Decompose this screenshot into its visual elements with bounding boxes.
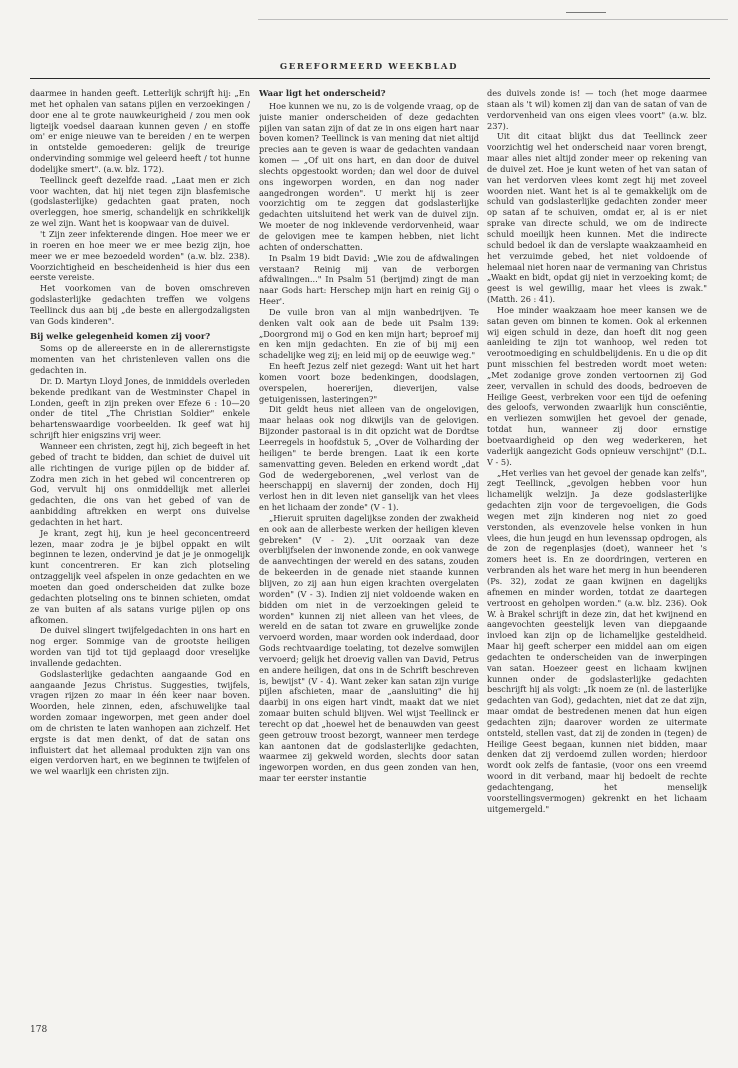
top-edge-line bbox=[258, 19, 728, 20]
paragraph: Het voorkomen van de boven omschreven godslasterlijke gedachten treffen we volgens Teellinck dus aan bij „de beste en allergodzaligsten van Gods kinderen". bbox=[30, 283, 250, 326]
column-2 bbox=[259, 88, 479, 1046]
paragraph: De vuile bron van al mijn wanbedrijven. Te denken valt ook aan de bede uit Psalm 139: „Doorgrond mij o God en ken mijn hart; beproef mij en ken mijn gedachten. En zie of bij mij een schadelijke weg zij; en leid mij op de eeuwige weg." bbox=[259, 306, 479, 361]
paragraph: „Het verlies van het gevoel der genade kan zelfs", zegt Teellinck, „gevolgen hebben voor hun lichamelijk welzijn. Ja deze godslasterlijke gedachten zijn voor de tergevoeligen, die Gods wegen met zijn kinderen nog niet zo goed verstonden, als evenzovele helse vonken in hun vlees, die hun jeugd en hun levenssap opdrogen, als de zon de regenplasjes (doet), wanneer het 's zomers heet is. En ze doordringen, verteren en verbranden als het ware het merg in hun beenderen (Ps. 32), zodat ze gaan kwijnen en dagelijks afnemen en minder worden, totdat ze daartegen vertroost en geholpen worden." (a.w. blz. 236). Ook W. à Brakel schrijft in deze zin, dat het kwijnend en aangevochten geestelijk leven van diepgaande invloed kan zijn op de lichamelijke gesteldheid. Maar hij geeft scherper een middel aan om eigen gedachten te onderscheiden van de inwerpingen van satan. Hoezeer geest en lichaam kwijnen kunnen onder de godslasterlijke gedachten beschrijft hij als volgt: „Ik noem ze (nl. de lasterlijke gedachten van God), gedachten, niet dat ze dat zijn, maar omdat de bestredenen menen dat hun eigen gedachten zijn; daarover worden ze uitermate ontsteld, stellen vast, dat zij de zonden in (tegen) de Heilige Geest begaan, kunnen niet bidden, maar denken dat zij verdoemd zullen worden; hierdoor wordt ook zelfs de fantasie, (voor ons een vreemd woord in dit verband, maar hij bedoelt de rechte gedachtengang, het menselijk voorstellingsvermogen) gekrenkt en het lichaam uitgemergeld." bbox=[487, 467, 707, 814]
paragraph: des duivels zonde is! — toch (het moge daarmee staan als 't wil) komen zij dan van de satan of van de verdorvenheid van ons eigen vlees voort" (a.w. blz. 237). bbox=[487, 88, 707, 131]
paragraph: Dr. D. Martyn Lloyd Jones, de inmiddels overleden bekende predikant van de Westminster Chapel in Londen, geeft in zijn preken over Efeze 6 : 10—20 onder de titel „The Christian Soldier" enkele behartenswaardige voorbeelden. Ik geef wat hij schrijft hier enigszins vrij weer. bbox=[30, 375, 250, 441]
page-number: 178 bbox=[30, 1025, 48, 1035]
paragraph: De duivel slingert twijfelgedachten in ons hart en nog erger. Sommige van de grootste heiligen worden van tijd tot tijd geplaagd door vreselijke invallende gedachten. bbox=[30, 625, 250, 668]
paragraph: 't Zijn zeer infekterende dingen. Hoe meer we er in roeren en hoe meer we er mee bezig zijn, hoe meer we er mee bezoedeld worden" (a.w. blz. 238). Voorzichtigheid en bescheidenheid is hier dus een eerste vereiste. bbox=[30, 228, 250, 283]
paragraph: Wanneer een christen, zegt hij, zich begeeft in het gebed of tracht te bidden, dan schiet de duivel uit alle richtingen de vurige pijlen op de bidder af. Zodra men zich in het gebed wil concentreren op God, vervult hij ons onmiddellijk met allerlei gedachten, die ons van het gebed of van de aanbidding aftrekken en werpt ons duivelse gedachten in het hart. bbox=[30, 441, 250, 527]
section-heading: Waar ligt het onderscheid? bbox=[259, 88, 386, 98]
paragraph: En heeft Jezus zelf niet gezegd: Want uit het hart komen voort boze bedenkingen, doodslagen, overspelen, hoererijen, dieverijen, valse getuigenissen, lasteringen?" bbox=[259, 361, 479, 404]
top-scan-mark bbox=[566, 12, 606, 13]
paragraph: Hoe minder waakzaam hoe meer kansen we de satan geven om binnen te komen. Ook al erkennen wij eigen schuld in deze, dan hoeft dit nog geen aanleiding te zijn tot wanhoop, wel reden tot verootmoediging en schuldbelijdenis. En u die op dit punt misschien fel bestreden wordt moet weten: „Met zodanige grove zonden vertoornen zij God zeer, vervallen in schuld des doods, bedroeven de Heilige Geest, verbreken voor een tijd de oefening des geloofs, verwonden zwaarlijk hun consciëntie, en verliezen somwijlen het gevoel der genade, totdat hun, wanneer zij door ernstige boetvaardigheid op den weg wederkeren, het vaderlijk aangezicht Gods opnieuw verschijnt" (D.L. V - 5). bbox=[487, 304, 707, 467]
section-heading: Bij welke gelegenheid komen zij voor? bbox=[30, 330, 211, 341]
paragraph: Soms op de allereerste en in de allerernstigste momenten van het christenleven vallen ons die gedachten in. bbox=[30, 343, 250, 376]
paragraph: In Psalm 19 bidt David: „Wie zou de afdwalingen verstaan? Reinig mij van de verborgen afdwalingen..." In Psalm 51 (berijmd) zingt de man naar Gods hart: Herschep mijn hart en reinig Gij o Heer'. bbox=[259, 252, 479, 307]
paragraph: Uit dit citaat blijkt dus dat Teellinck zeer voorzichtig wel het onderscheid naar voren brengt, maar alles niet altijd zonder meer op rekening van de duivel zet. Hoe je kunt weten of het van satan of van het verdorven vlees komt zegt hij met zoveel woorden niet. Want het is al te gemakkelijk om de schuld van godslasterlijke gedachten zonder meer op satan af te schuiven, omdat er, al is er niet sprake van directe schuld, we om de indirecte schuld moeilijk heen kunnen. Met die indirecte schuld bedoel ik dan de verslapte waakzaamheid en het verzuimde gebed, het niet voldoende of helemaal niet horen naar de vermaning van Christus „Waakt en bidt, opdat gij niet in verzoeking komt; de geest is wel gewillig, maar het vlees is zwak." (Matth. 26 : 41). bbox=[487, 131, 707, 305]
paragraph: Godslasterlijke gedachten aangaande God en aangaande Jezus Christus. Suggesties, twijfels, vragen rijzen zo maar in één keer naar boven. Woorden, hele zinnen, eden, afschuwelijke taal worden zomaar ingeworpen, met geen ander doel om de christen te laten wanhopen aan zichzelf. Het ergste is dat men denkt, of dat de satan ons influistert dat het allemaal produkten zijn van ons eigen verdorven hart, en we beginnen te twijfelen of we wel waarlijk een christen zijn. bbox=[30, 668, 250, 777]
paragraph: „Hieruit spruiten dagelijkse zonden der zwakheid en ook aan de allerbeste werken der heiligen kleven gebreken" (V - 2). „Uit oorzaak van deze overblijfselen der inwonende zonde, en ook vanwege de aanvechtingen der wereld en des satans, zouden de bekeerden in de genade niet staande kunnen blijven, zo zij aan hun eigen krachten overgelaten worden" (V - 3). Indien zij niet voldoende waken en bidden om niet in de verzoekingen geleid te worden" kunnen zij niet alleen van het vlees, de wereld en de satan tot zware en gruwelijke zonde vervoerd worden, maar worden ook inderdaad, door Gods rechtvaardige toelating, tot dezelve somwijlen vervoerd; gelijk het droevig vallen van David, Petrus en andere heiligen, dat ons in de Schrift beschreven is, bewijst" (V - 4). Want zeker kan satan zijn vurige pijlen afschieten, maar de „aansluiting" die hij daarbij in ons eigen hart vindt, maakt dat we niet zomaar buiten schuld blijven. Wel wijst Teellinck er terecht op dat „hoewel het de benauwden van geest geen getrouw troost bezorgt, wanneer men terdege kan aantonen dat de godslasterlijke gedachten, waarmee zij gekweld worden, slechts door satan ingeworpen worden, en dus geen zonden van hen, maar ter eerster instantie bbox=[259, 512, 479, 784]
column-1 bbox=[30, 88, 250, 1046]
paragraph: Dit geldt heus niet alleen van de ongelovigen, maar helaas ook nog dikwijls van de gelovigen. Bijzonder pastoraal is in dit opzicht wat de Dordtse Leerregels in hoofdstuk 5, „Over de Volharding der heiligen" te berde brengen. Laat ik een korte samenvatting geven. Beleden en erkend wordt „dat God de wedergeborenen, „wel verlost van de heerschappij en slavernij der zonden, doch Hij verlost hen in dit leven niet ganselijk van het vlees en het lichaam der zonde" (V - 1). bbox=[259, 404, 479, 513]
paragraph: Teellinck geeft dezelfde raad. „Laat men er zich voor wachten, dat hij niet tegen zijn blasfemische (godslasterlijke) gedachten gaat praten, noch overleggen, hoe smerig, schandelijk en schrikkelijk ze wel zijn. Want het is koopwaar van de duivel. bbox=[30, 174, 250, 229]
header-rule bbox=[30, 78, 710, 79]
running-head: GEREFORMEERD WEEKBLAD bbox=[279, 62, 459, 72]
paragraph: Je krant, zegt hij, kun je heel geconcentreerd lezen, maar zodra je je bijbel oppakt en wilt beginnen te lezen, ondervind je dat je je onmogelijk kunt concentreren. Er kan zich plotseling ontzaggelijk veel afspelen in onze gedachten en we moeten dan goed onderscheiden dat zulke boze gedachten plotseling ons te binnen schieten, omdat ze van buiten af als satans vurige pijlen op ons afkomen. bbox=[30, 527, 250, 625]
paragraph: Hoe kunnen we nu, zo is de volgende vraag, op de juiste manier onderscheiden of deze gedachten pijlen van satan zijn of dat ze in ons eigen hart naar boven komen? Teellinck is van mening dat niet altijd precies aan te geven is waar de gedachten vandaan komen — „Of uit ons hart, en dan door de duivel slechts opgestookt worden; dan wel door de duivel ons ingeworpen worden, en dan nog nader aangedrongen worden". U merkt hij is zeer voorzichtig om te zeggen dat godslasterlijke gedachten uitsluitend het werk van de duivel zijn. We moeter de nog inklevende verdorvenheid, waar de gelovigen mee te kampen hebben, niet licht achten of onderschatten. bbox=[259, 100, 479, 252]
paragraph: daarmee in handen geeft. Letterlijk schrijft hij: „En met het ophalen van satans pijlen en verzoekingen / door ene al te grote nauwkeurigheid / zou men ook ligteijk voedsel daaraan kunnen geven / en stoffe om' er enige nieuwe van te bereiden / en te werpen in ontstelde gemoederen: gelijk de treurige ondervinding sommige wel geleerd heeft / tot hunne dodelijke smert". (a.w. blz. 172). bbox=[30, 88, 250, 174]
column-3 bbox=[487, 88, 707, 1046]
